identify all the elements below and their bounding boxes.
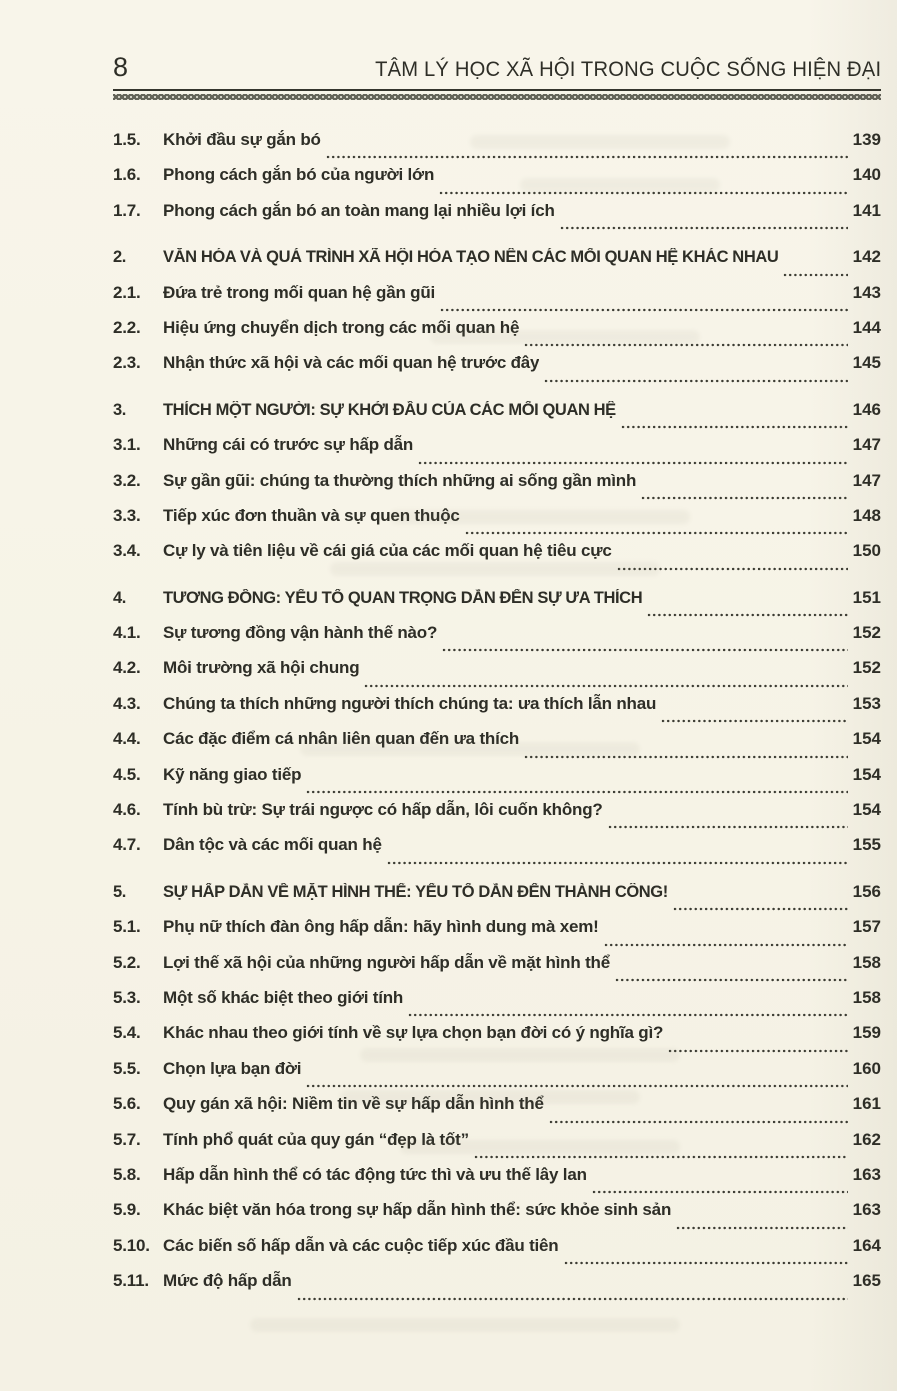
toc-sub-entry <box>113 917 881 952</box>
entry-title: SỰ HẤP DẪN VỀ MẶT HÌNH THỂ: YẾU TỐ DẪN ĐẾN THÀNH CÔNG! <box>163 882 668 901</box>
toc-sub-entry <box>113 658 881 693</box>
entry-title: Đứa trẻ trong mối quan hệ gần gũi <box>163 282 436 302</box>
leader-dots <box>474 1154 848 1160</box>
leader-dots <box>783 272 848 278</box>
toc-sub-entry <box>113 1236 881 1271</box>
toc-sub-entry <box>113 1165 881 1200</box>
book-page <box>113 52 881 1307</box>
leader-dots <box>621 424 848 430</box>
entry-page: 161 <box>852 1094 881 1114</box>
entry-page: 146 <box>852 399 881 419</box>
leader-dots <box>676 1225 848 1231</box>
entry-title: Tính phổ quát của quy gán “đẹp là tốt” <box>163 1129 469 1149</box>
entry-number: 5.4. <box>113 1023 141 1043</box>
entry-page: 155 <box>852 835 881 855</box>
toc-section-entry <box>113 882 881 917</box>
entry-title: Dân tộc và các mối quan hệ <box>163 835 382 855</box>
entry-page: 145 <box>852 353 881 373</box>
entry-number: 5.3. <box>113 987 141 1007</box>
leader-dots <box>439 190 848 196</box>
toc-sub-entry <box>113 988 881 1023</box>
toc-sub-entry <box>113 165 881 200</box>
entry-title: Hiệu ứng chuyển dịch trong các mối quan hệ <box>163 317 520 337</box>
entry-number: 2.2. <box>113 317 141 337</box>
toc-sub-entry <box>113 435 881 470</box>
leader-dots <box>418 460 848 466</box>
entry-number: 5.2. <box>113 952 141 972</box>
entry-page: 148 <box>852 505 881 525</box>
leader-dots <box>524 754 848 760</box>
toc-section-entry <box>113 400 881 435</box>
entry-page: 162 <box>852 1129 881 1149</box>
entry-number: 3.3. <box>113 505 141 525</box>
leader-dots <box>408 1012 848 1018</box>
entry-title: Chọn lựa bạn đời <box>163 1058 302 1078</box>
entry-number: 2.1. <box>113 282 141 302</box>
leader-dots <box>661 718 848 724</box>
entry-number: 3.4. <box>113 541 141 561</box>
entry-title: Môi trường xã hội chung <box>163 658 360 678</box>
entry-number: 4.1. <box>113 623 141 643</box>
leader-dots <box>564 1260 849 1266</box>
entry-number: 3.1. <box>113 435 141 455</box>
entry-page: 141 <box>852 200 881 220</box>
entry-number: 1.7. <box>113 200 141 220</box>
entry-page: 154 <box>852 764 881 784</box>
toc-section-entry <box>113 588 881 623</box>
header-ornament-chain <box>113 94 881 100</box>
toc-sub-entry <box>113 471 881 506</box>
entry-number: 5. <box>113 882 126 901</box>
entry-number: 2. <box>113 248 126 267</box>
leader-dots <box>592 1189 848 1195</box>
entry-title: Sự tương đồng vận hành thế nào? <box>163 623 438 643</box>
entry-title: Các đặc điểm cá nhân liên quan đến ưa thích <box>163 729 520 749</box>
toc-sub-entry <box>113 130 881 165</box>
entry-page: 151 <box>852 587 881 607</box>
bleedthrough-artifact <box>250 1318 680 1332</box>
toc-sub-entry <box>113 1130 881 1165</box>
entry-title: Hấp dẫn hình thể có tác động tức thì và ưu thế lây lan <box>163 1164 587 1184</box>
leader-dots <box>673 906 848 912</box>
leader-dots <box>326 154 848 160</box>
toc-sub-entry <box>113 283 881 318</box>
toc-sub-entry <box>113 541 881 576</box>
entry-title: Khác biệt văn hóa trong sự hấp dẫn hình thể: sức khỏe sinh sản <box>163 1200 672 1220</box>
entry-page: 158 <box>852 987 881 1007</box>
entry-title: Các biến số hấp dẫn và các cuộc tiếp xúc đầu tiên <box>163 1235 559 1255</box>
leader-dots <box>524 342 848 348</box>
entry-number: 5.7. <box>113 1129 141 1149</box>
entry-number: 5.6. <box>113 1094 141 1114</box>
entry-title: Kỹ năng giao tiếp <box>163 764 302 784</box>
toc-sub-entry <box>113 765 881 800</box>
entry-number: 3.2. <box>113 470 141 490</box>
leader-dots <box>560 225 848 231</box>
header-rule <box>113 89 881 91</box>
entry-number: 4. <box>113 588 126 607</box>
leader-dots <box>440 307 848 313</box>
entry-page: 154 <box>852 800 881 820</box>
entry-title: Phong cách gắn bó an toàn mang lại nhiều lợi ích <box>163 200 555 220</box>
entry-number: 1.5. <box>113 130 141 149</box>
leader-dots <box>306 789 848 795</box>
leader-dots <box>549 1119 848 1125</box>
entry-title: VĂN HÓA VÀ QUÁ TRÌNH XÃ HỘI HÓA TẠO NÊN CÁC MỐI QUAN HỆ KHÁC NHAU <box>163 248 779 267</box>
toc-sub-entry <box>113 1059 881 1094</box>
running-title: TÂM LÝ HỌC XÃ HỘI TRONG CUỘC SỐNG HIỆN ĐẠI <box>374 58 881 81</box>
leader-dots <box>364 683 848 689</box>
entry-title: TƯƠNG ĐỒNG: YẾU TỐ QUAN TRỌNG DẪN ĐẾN SỰ ƯA THÍCH <box>163 588 643 607</box>
entry-title: Một số khác biệt theo giới tính <box>163 987 404 1007</box>
leader-dots <box>647 612 848 618</box>
leader-dots <box>641 495 848 501</box>
entry-number: 2.3. <box>113 353 141 373</box>
entry-page: 147 <box>852 435 881 455</box>
entry-page: 144 <box>852 317 881 337</box>
leader-dots <box>668 1048 848 1054</box>
entry-title: THÍCH MỘT NGƯỜI: SỰ KHỞI ĐẦU CỦA CÁC MỐI QUAN HỆ <box>163 400 616 419</box>
entry-page: 156 <box>852 881 881 901</box>
entry-title: Những cái có trước sự hấp dẫn <box>163 435 414 455</box>
entry-page: 140 <box>852 165 881 185</box>
toc-sub-entry <box>113 1023 881 1058</box>
entry-number: 5.8. <box>113 1164 141 1184</box>
toc-sub-entry <box>113 694 881 729</box>
leader-dots <box>604 942 848 948</box>
entry-page: 164 <box>852 1235 881 1255</box>
entry-page: 157 <box>852 917 881 937</box>
leader-dots <box>465 530 848 536</box>
entry-title: Khác nhau theo giới tính về sự lựa chọn bạn đời có ý nghĩa gì? <box>163 1023 664 1043</box>
entry-page: 154 <box>852 729 881 749</box>
toc-section-entry <box>113 247 881 282</box>
toc-sub-entry <box>113 1094 881 1129</box>
leader-dots <box>297 1296 848 1302</box>
entry-page: 160 <box>852 1058 881 1078</box>
toc-sub-entry <box>113 318 881 353</box>
entry-title: Phụ nữ thích đàn ông hấp dẫn: hãy hình dung mà xem! <box>163 917 599 937</box>
entry-title: Lợi thế xã hội của những người hấp dẫn về mặt hình thể <box>163 952 610 972</box>
running-head <box>113 52 881 89</box>
entry-title: Khởi đầu sự gắn bó <box>163 130 321 149</box>
leader-dots <box>544 378 848 384</box>
leader-dots <box>608 824 848 830</box>
entry-number: 5.10. <box>113 1235 150 1255</box>
entry-number: 4.3. <box>113 693 141 713</box>
leader-dots <box>615 977 848 983</box>
entry-number: 5.5. <box>113 1058 141 1078</box>
toc-sub-entry <box>113 800 881 835</box>
entry-page: 150 <box>852 541 881 561</box>
toc-sub-entry <box>113 201 881 236</box>
toc-sub-entry <box>113 1200 881 1235</box>
entry-page: 159 <box>852 1023 881 1043</box>
entry-title: Tiếp xúc đơn thuần và sự quen thuộc <box>163 505 460 525</box>
entry-page: 143 <box>852 282 881 302</box>
entry-page: 142 <box>852 247 881 267</box>
entry-title: Quy gán xã hội: Niềm tin về sự hấp dẫn hình thể <box>163 1094 544 1114</box>
entry-page: 152 <box>852 658 881 678</box>
entry-title: Sự gần gũi: chúng ta thường thích những ai sống gần mình <box>163 470 637 490</box>
entry-number: 4.4. <box>113 729 141 749</box>
entry-number: 4.6. <box>113 800 141 820</box>
entry-page: 163 <box>852 1200 881 1220</box>
entry-number: 5.9. <box>113 1200 141 1220</box>
table-of-contents <box>113 130 881 1307</box>
entry-title: Nhận thức xã hội và các mối quan hệ trước đây <box>163 353 540 373</box>
leader-dots <box>387 860 848 866</box>
entry-page: 165 <box>852 1271 881 1291</box>
entry-number: 3. <box>113 400 126 419</box>
entry-title: Cự ly và tiên liệu về cái giá của các mối quan hệ tiêu cực <box>163 541 612 561</box>
entry-number: 5.11. <box>113 1271 149 1291</box>
entry-title: Phong cách gắn bó của người lớn <box>163 165 435 185</box>
leader-dots <box>306 1083 848 1089</box>
toc-sub-entry <box>113 506 881 541</box>
entry-page: 147 <box>852 470 881 490</box>
leader-dots <box>617 566 848 572</box>
toc-sub-entry <box>113 353 881 388</box>
toc-sub-entry <box>113 623 881 658</box>
toc-sub-entry <box>113 953 881 988</box>
page-number: 8 <box>113 52 129 82</box>
entry-number: 1.6. <box>113 165 141 185</box>
entry-page: 163 <box>852 1164 881 1184</box>
entry-page: 153 <box>852 693 881 713</box>
toc-sub-entry <box>113 1271 881 1306</box>
toc-sub-entry <box>113 729 881 764</box>
entry-number: 4.7. <box>113 835 141 855</box>
toc-sub-entry <box>113 835 881 870</box>
leader-dots <box>442 647 848 653</box>
entry-number: 5.1. <box>113 917 141 937</box>
entry-number: 4.2. <box>113 658 141 678</box>
entry-title: Tính bù trừ: Sự trái ngược có hấp dẫn, lôi cuốn không? <box>163 800 603 820</box>
entry-number: 4.5. <box>113 764 141 784</box>
entry-page: 158 <box>852 952 881 972</box>
entry-page: 152 <box>852 623 881 643</box>
entry-page: 139 <box>852 130 881 149</box>
entry-title: Chúng ta thích những người thích chúng ta: ưa thích lẫn nhau <box>163 693 657 713</box>
entry-title: Mức độ hấp dẫn <box>163 1271 292 1291</box>
